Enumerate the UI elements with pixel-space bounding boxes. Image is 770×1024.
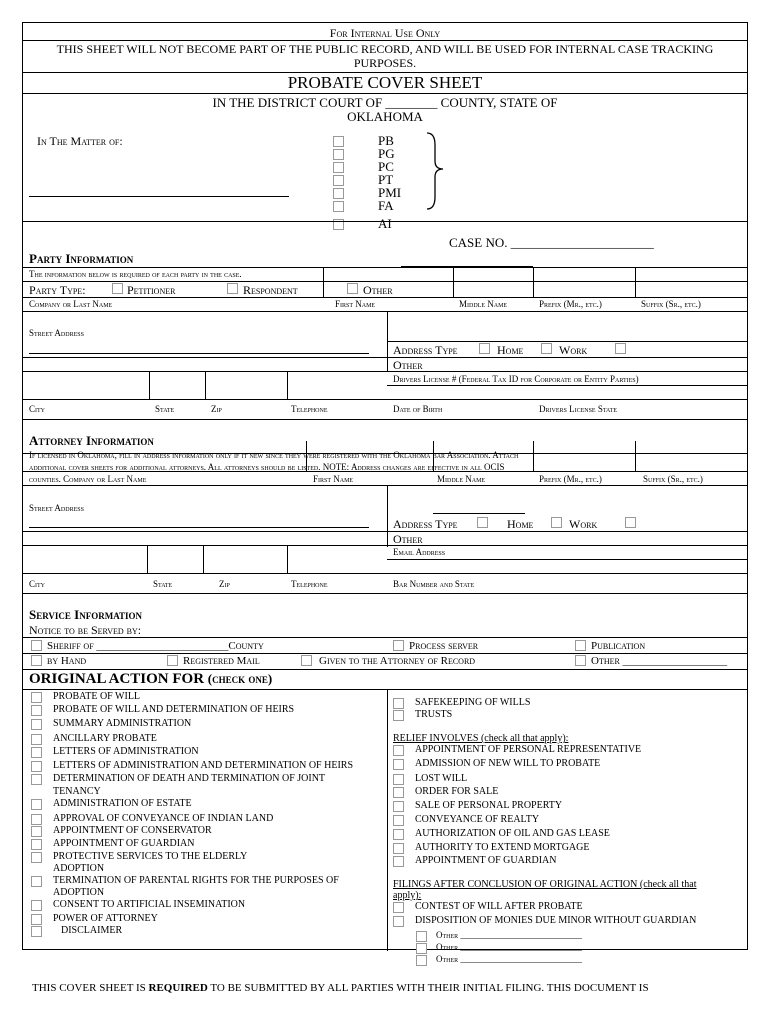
attorney-prefix-label: Prefix (Mr., etc.) <box>539 474 602 484</box>
party-other-label: Other <box>363 283 393 297</box>
right-action-label: TRUSTS <box>415 709 453 720</box>
relief-label: ORDER FOR SALE <box>415 786 499 797</box>
action-checkbox[interactable] <box>31 900 42 911</box>
court-line-2: OKLAHOMA <box>347 109 423 124</box>
relief-checkbox[interactable] <box>393 856 404 867</box>
attorney-telephone-label: Telephone <box>291 579 328 589</box>
action-checkbox[interactable] <box>31 692 42 703</box>
registered-mail-label: Registered Mail <box>183 655 260 667</box>
action-label: CONSENT TO ARTIFICIAL INSEMINATION <box>53 899 246 910</box>
service-other-label: Other ___________________ <box>591 655 728 667</box>
action-checkbox[interactable] <box>31 734 42 745</box>
notice-line-1: THIS SHEET WILL NOT BECOME PART OF THE PUBLIC RECORD, AND WILL BE USED FOR INTERNAL CASE TRACKING <box>56 42 714 56</box>
filings-heading-2: apply): <box>393 890 422 901</box>
other-filing-label: Other ___________________________ <box>436 930 582 940</box>
middle-name-label: Middle Name <box>459 299 508 309</box>
court-line-1: IN THE DISTRICT COURT OF ________ COUNTY, STATE OF <box>212 95 558 110</box>
attorney-zip-label: Zip <box>219 579 230 589</box>
by-hand-label: by Hand <box>47 655 87 667</box>
action-label: POWER OF ATTORNEY <box>53 913 158 924</box>
dl-state-label: Drivers License State <box>539 404 618 414</box>
attorney-street-label: Street Address <box>29 503 84 513</box>
relief-label: SALE OF PERSONAL PROPERTY <box>415 800 563 811</box>
in-matter-of-label: In The Matter of: <box>37 134 123 148</box>
relief-label: AUTHORIZATION OF OIL AND GAS LEASE <box>415 828 610 839</box>
prefix-label: Prefix (Mr., etc.) <box>539 299 602 309</box>
attorney-middle-name-label: Middle Name <box>437 474 486 484</box>
drivers-license-label: Drivers License # (Federal Tax ID for Corporate or Entity Parties) <box>393 374 639 384</box>
other-filing-checkbox[interactable] <box>416 931 427 942</box>
form-page <box>22 22 748 950</box>
action-label: LETTERS OF ADMINISTRATION <box>53 746 199 757</box>
given-to-attorney-checkbox[interactable] <box>301 655 312 666</box>
action-checkbox[interactable] <box>31 839 42 850</box>
party-heading: Party Information <box>29 251 134 266</box>
telephone-label: Telephone <box>291 404 328 414</box>
action-label: PROBATE OF WILL AND DETERMINATION OF HEIRS <box>53 704 295 715</box>
notice-line-2: PURPOSES. <box>353 56 417 70</box>
attorney-home-label: Home <box>507 517 534 531</box>
action-checkbox[interactable] <box>31 826 42 837</box>
attorney-address-other-checkbox[interactable] <box>625 517 636 528</box>
action-checkbox[interactable] <box>31 747 42 758</box>
action-label: DISCLAIMER <box>61 925 123 936</box>
sheriff-label: Sheriff of ________________________County <box>47 640 264 652</box>
action-label: TERMINATION OF PARENTAL RIGHTS FOR THE PURPOSES OF <box>53 875 339 886</box>
original-action-title: ORIGINAL ACTION FOR <box>29 671 205 687</box>
street-address-label: Street Address <box>29 328 84 338</box>
case-code-label: AI <box>378 216 392 231</box>
action-label: ANCILLARY PROBATE <box>53 733 157 744</box>
street-address-field[interactable] <box>29 353 369 354</box>
relief-checkbox[interactable] <box>393 759 404 770</box>
action-label: DETERMINATION OF DEATH AND TERMINATION OF JOINT <box>53 773 326 784</box>
filing-label: CONTEST OF WILL AFTER PROBATE <box>415 901 583 912</box>
action-label: TENANCY <box>53 786 101 797</box>
original-action-heading <box>29 671 272 688</box>
page-title: PROBATE COVER SHEET <box>287 73 483 92</box>
action-label: ADOPTION <box>53 863 105 874</box>
case-code-checkbox-pt[interactable] <box>333 175 344 186</box>
relief-label: APPOINTMENT OF PERSONAL REPRESENTATIVE <box>415 744 642 755</box>
company-label: Company or Last Name <box>29 299 113 309</box>
email-label: Email Address <box>393 547 446 557</box>
relief-heading: RELIEF INVOLVES (check all that apply): <box>393 733 569 744</box>
action-label: ADOPTION <box>53 887 105 898</box>
by-hand-checkbox[interactable] <box>31 655 42 666</box>
respondent-checkbox[interactable] <box>227 283 238 294</box>
sheriff-checkbox[interactable] <box>31 640 42 651</box>
relief-checkbox[interactable] <box>393 745 404 756</box>
process-server-checkbox[interactable] <box>393 640 404 651</box>
attorney-work-label: Work <box>569 517 598 531</box>
attorney-note-2: additional cover sheets for additional attorneys. All attorneys should be listed. NOTE: Address changes are effective in all OCIS <box>29 462 505 472</box>
attorney-suffix-label: Suffix (Sr., etc.) <box>643 474 703 484</box>
address-type-label: Address Type <box>393 343 458 357</box>
check-one-label: (check one) <box>207 671 273 686</box>
publication-checkbox[interactable] <box>575 640 586 651</box>
relief-label: APPOINTMENT OF GUARDIAN <box>415 855 557 866</box>
filing-label: DISPOSITION OF MONIES DUE MINOR WITHOUT GUARDIAN <box>415 915 697 926</box>
action-checkbox[interactable] <box>31 719 42 730</box>
service-heading: Service Information <box>29 607 143 622</box>
action-label: LETTERS OF ADMINISTRATION AND DETERMINATION OF HEIRS <box>53 760 353 771</box>
attorney-address-other-label: Other <box>393 532 423 546</box>
process-server-label: Process server <box>409 640 479 652</box>
work-checkbox[interactable] <box>541 343 552 354</box>
action-label: PROTECTIVE SERVICES TO THE ELDERLY <box>53 851 248 862</box>
case-code-label: PB <box>378 133 394 148</box>
case-code-checkbox-pc[interactable] <box>333 162 344 173</box>
action-checkbox[interactable] <box>31 914 42 925</box>
internal-use-label: For Internal Use Only <box>329 26 441 40</box>
attorney-address-type-label: Address Type <box>393 517 458 531</box>
other-filing-checkbox[interactable] <box>416 955 427 966</box>
given-to-attorney-label: Given to the Attorney of Record <box>319 655 476 667</box>
case-code-label: PMI <box>378 185 402 200</box>
action-checkbox[interactable] <box>31 705 42 716</box>
attorney-work-checkbox[interactable] <box>551 517 562 528</box>
case-code-checkbox-pg[interactable] <box>333 149 344 160</box>
dob-label: Date of Birth <box>393 404 443 414</box>
home-checkbox[interactable] <box>479 343 490 354</box>
suffix-label: Suffix (Sr., etc.) <box>641 299 701 309</box>
other-filing-checkbox[interactable] <box>416 943 427 954</box>
address-other-label: Other <box>393 358 423 372</box>
registered-mail-checkbox[interactable] <box>167 655 178 666</box>
relief-label: LOST WILL <box>415 773 468 784</box>
first-name-label: First Name <box>335 299 376 309</box>
case-code-label: PG <box>378 146 395 161</box>
footer-notice: THIS COVER SHEET IS REQUIRED TO BE SUBMITTED BY ALL PARTIES WITH THEIR INITIAL FILING. THIS DOCUMENT IS <box>32 982 649 994</box>
service-other-checkbox[interactable] <box>575 655 586 666</box>
case-code-label: FA <box>378 198 394 213</box>
filings-heading-1: FILINGS AFTER CONCLUSION OF ORIGINAL ACTION (check all that <box>393 879 697 890</box>
relief-checkbox[interactable] <box>393 787 404 798</box>
case-code-label: PC <box>378 159 394 174</box>
publication-label: Publication <box>591 640 646 652</box>
action-checkbox[interactable] <box>31 774 42 785</box>
attorney-note-1: If licensed in Oklahoma, fill in address information only if it new since they were registered with the Oklahoma bar Association. Attach <box>29 450 519 460</box>
address-other-checkbox[interactable] <box>615 343 626 354</box>
party-note: The information below is required of each party in the case. <box>29 269 242 279</box>
relief-label: ADMISSION OF NEW WILL TO PROBATE <box>415 758 601 769</box>
matter-name-line[interactable] <box>29 196 289 197</box>
work-label: Work <box>559 343 588 357</box>
action-checkbox[interactable] <box>31 852 42 863</box>
action-label: PROBATE OF WILL <box>53 691 141 702</box>
relief-label: CONVEYANCE OF REALTY <box>415 814 540 825</box>
action-label: ADMINISTRATION OF ESTATE <box>53 798 192 809</box>
attorney-heading: Attorney Information <box>29 433 154 448</box>
action-checkbox[interactable] <box>31 876 42 887</box>
party-type-label: Party Type: <box>29 283 86 297</box>
brace-icon <box>423 131 449 211</box>
right-action-checkbox[interactable] <box>393 710 404 721</box>
case-code-checkbox-pb[interactable] <box>333 136 344 147</box>
filing-checkbox[interactable] <box>393 916 404 927</box>
right-action-checkbox[interactable] <box>393 698 404 709</box>
relief-label: AUTHORITY TO EXTEND MORTGAGE <box>415 842 590 853</box>
action-checkbox[interactable] <box>31 799 42 810</box>
petitioner-label: Petitioner <box>127 283 176 297</box>
party-other-checkbox[interactable] <box>347 283 358 294</box>
case-code-label: PT <box>378 172 394 187</box>
respondent-label: Respondent <box>243 283 298 297</box>
relief-checkbox[interactable] <box>393 843 404 854</box>
home-label: Home <box>497 343 524 357</box>
case-code-checkbox-fa[interactable] <box>333 201 344 212</box>
city-label: City <box>29 404 45 414</box>
action-checkbox[interactable] <box>31 761 42 772</box>
relief-checkbox[interactable] <box>393 774 404 785</box>
attorney-home-checkbox[interactable] <box>477 517 488 528</box>
relief-checkbox[interactable] <box>393 829 404 840</box>
attorney-company-label: counties. Company or Last Name <box>29 474 147 484</box>
right-action-label: SAFEKEEPING OF WILLS <box>415 697 531 708</box>
attorney-city-label: City <box>29 579 45 589</box>
bar-number-label: Bar Number and State <box>393 579 475 589</box>
action-label: APPOINTMENT OF GUARDIAN <box>53 838 195 849</box>
relief-checkbox[interactable] <box>393 801 404 812</box>
state-label: State <box>155 404 175 414</box>
attorney-street-field[interactable] <box>29 527 369 528</box>
relief-checkbox[interactable] <box>393 815 404 826</box>
action-checkbox[interactable] <box>31 814 42 825</box>
case-number-field[interactable]: CASE NO. ______________________ <box>449 235 654 250</box>
other-filing-label: Other ___________________________ <box>436 954 582 964</box>
case-code-checkbox-pmi[interactable] <box>333 188 344 199</box>
zip-label: Zip <box>211 404 222 414</box>
attorney-first-name-label: First Name <box>313 474 354 484</box>
action-checkbox[interactable] <box>31 926 42 937</box>
action-label: APPROVAL OF CONVEYANCE OF INDIAN LAND <box>53 813 274 824</box>
petitioner-checkbox[interactable] <box>112 283 123 294</box>
attorney-state-label: State <box>153 579 173 589</box>
action-label: SUMMARY ADMINISTRATION <box>53 718 192 729</box>
notice-served-label: Notice to be Served by: <box>29 623 142 637</box>
filing-checkbox[interactable] <box>393 902 404 913</box>
action-label: APPOINTMENT OF CONSERVATOR <box>53 825 212 836</box>
other-filing-label: Other ___________________________ <box>436 942 582 952</box>
